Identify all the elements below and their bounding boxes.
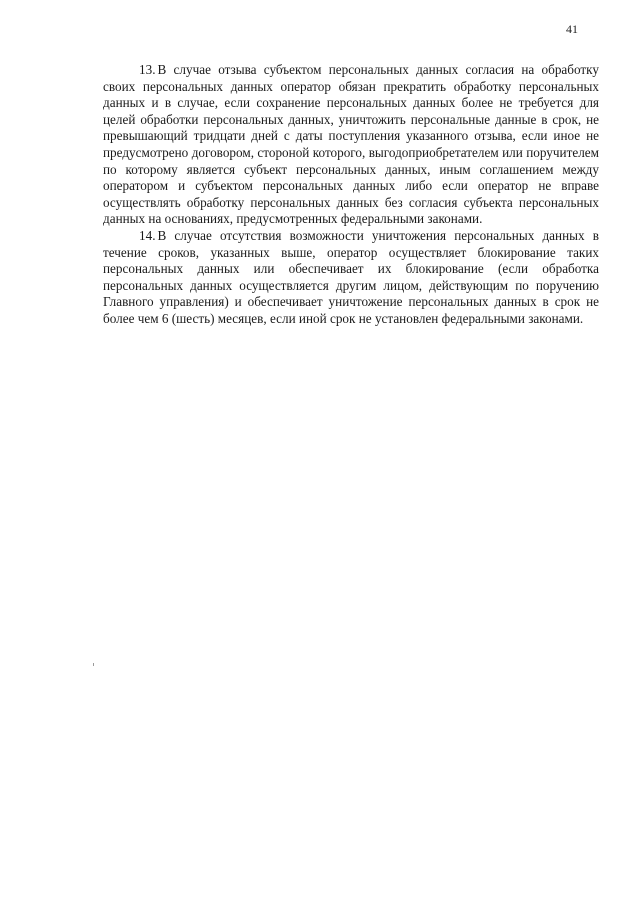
paragraph-14 bbox=[103, 228, 599, 328]
paragraph-text: В случае отзыва субъектом персональных данных согласия на обработку своих персональных данных оператор обязан прекратить обработку персональных данных и в случае, если сохранение персональных данных более не требуется для целей обработки персональных данных, уничтожить персональные данные в срок, не превышающий тридцати дней с даты поступления указанного отзыва, если иное не предусмотрено договором, стороной которого, выгодоприобретателем или поручителем по которому является субъект персональных данных, иным соглашением между оператором и субъектом персональных данных либо если оператор не вправе осуществлять обработку персональных данных без согласия субъекта персональных данных на основаниях, предусмотренных федеральными законами. bbox=[103, 62, 599, 227]
document-body bbox=[103, 62, 599, 328]
paragraph-number: 13. bbox=[139, 62, 156, 77]
page-number: 41 bbox=[566, 22, 578, 36]
paragraph-number: 14. bbox=[139, 227, 156, 243]
scan-artifact bbox=[93, 663, 94, 666]
paragraph-13 bbox=[103, 62, 599, 228]
paragraph-text: В случае отсутствия возможности уничтожения персональных данных в течение сроков, указанных выше, оператор осуществляет блокирование таких персональных данных или обеспечивает их блокирование (если обработка персональных данных осуществляется другим лицом, действующим по поручению Главного управления) и обеспечивает уничтожение персональных данных в срок не более чем 6 (шесть) месяцев, если иной срок не установлен федеральными законами. bbox=[103, 227, 599, 326]
